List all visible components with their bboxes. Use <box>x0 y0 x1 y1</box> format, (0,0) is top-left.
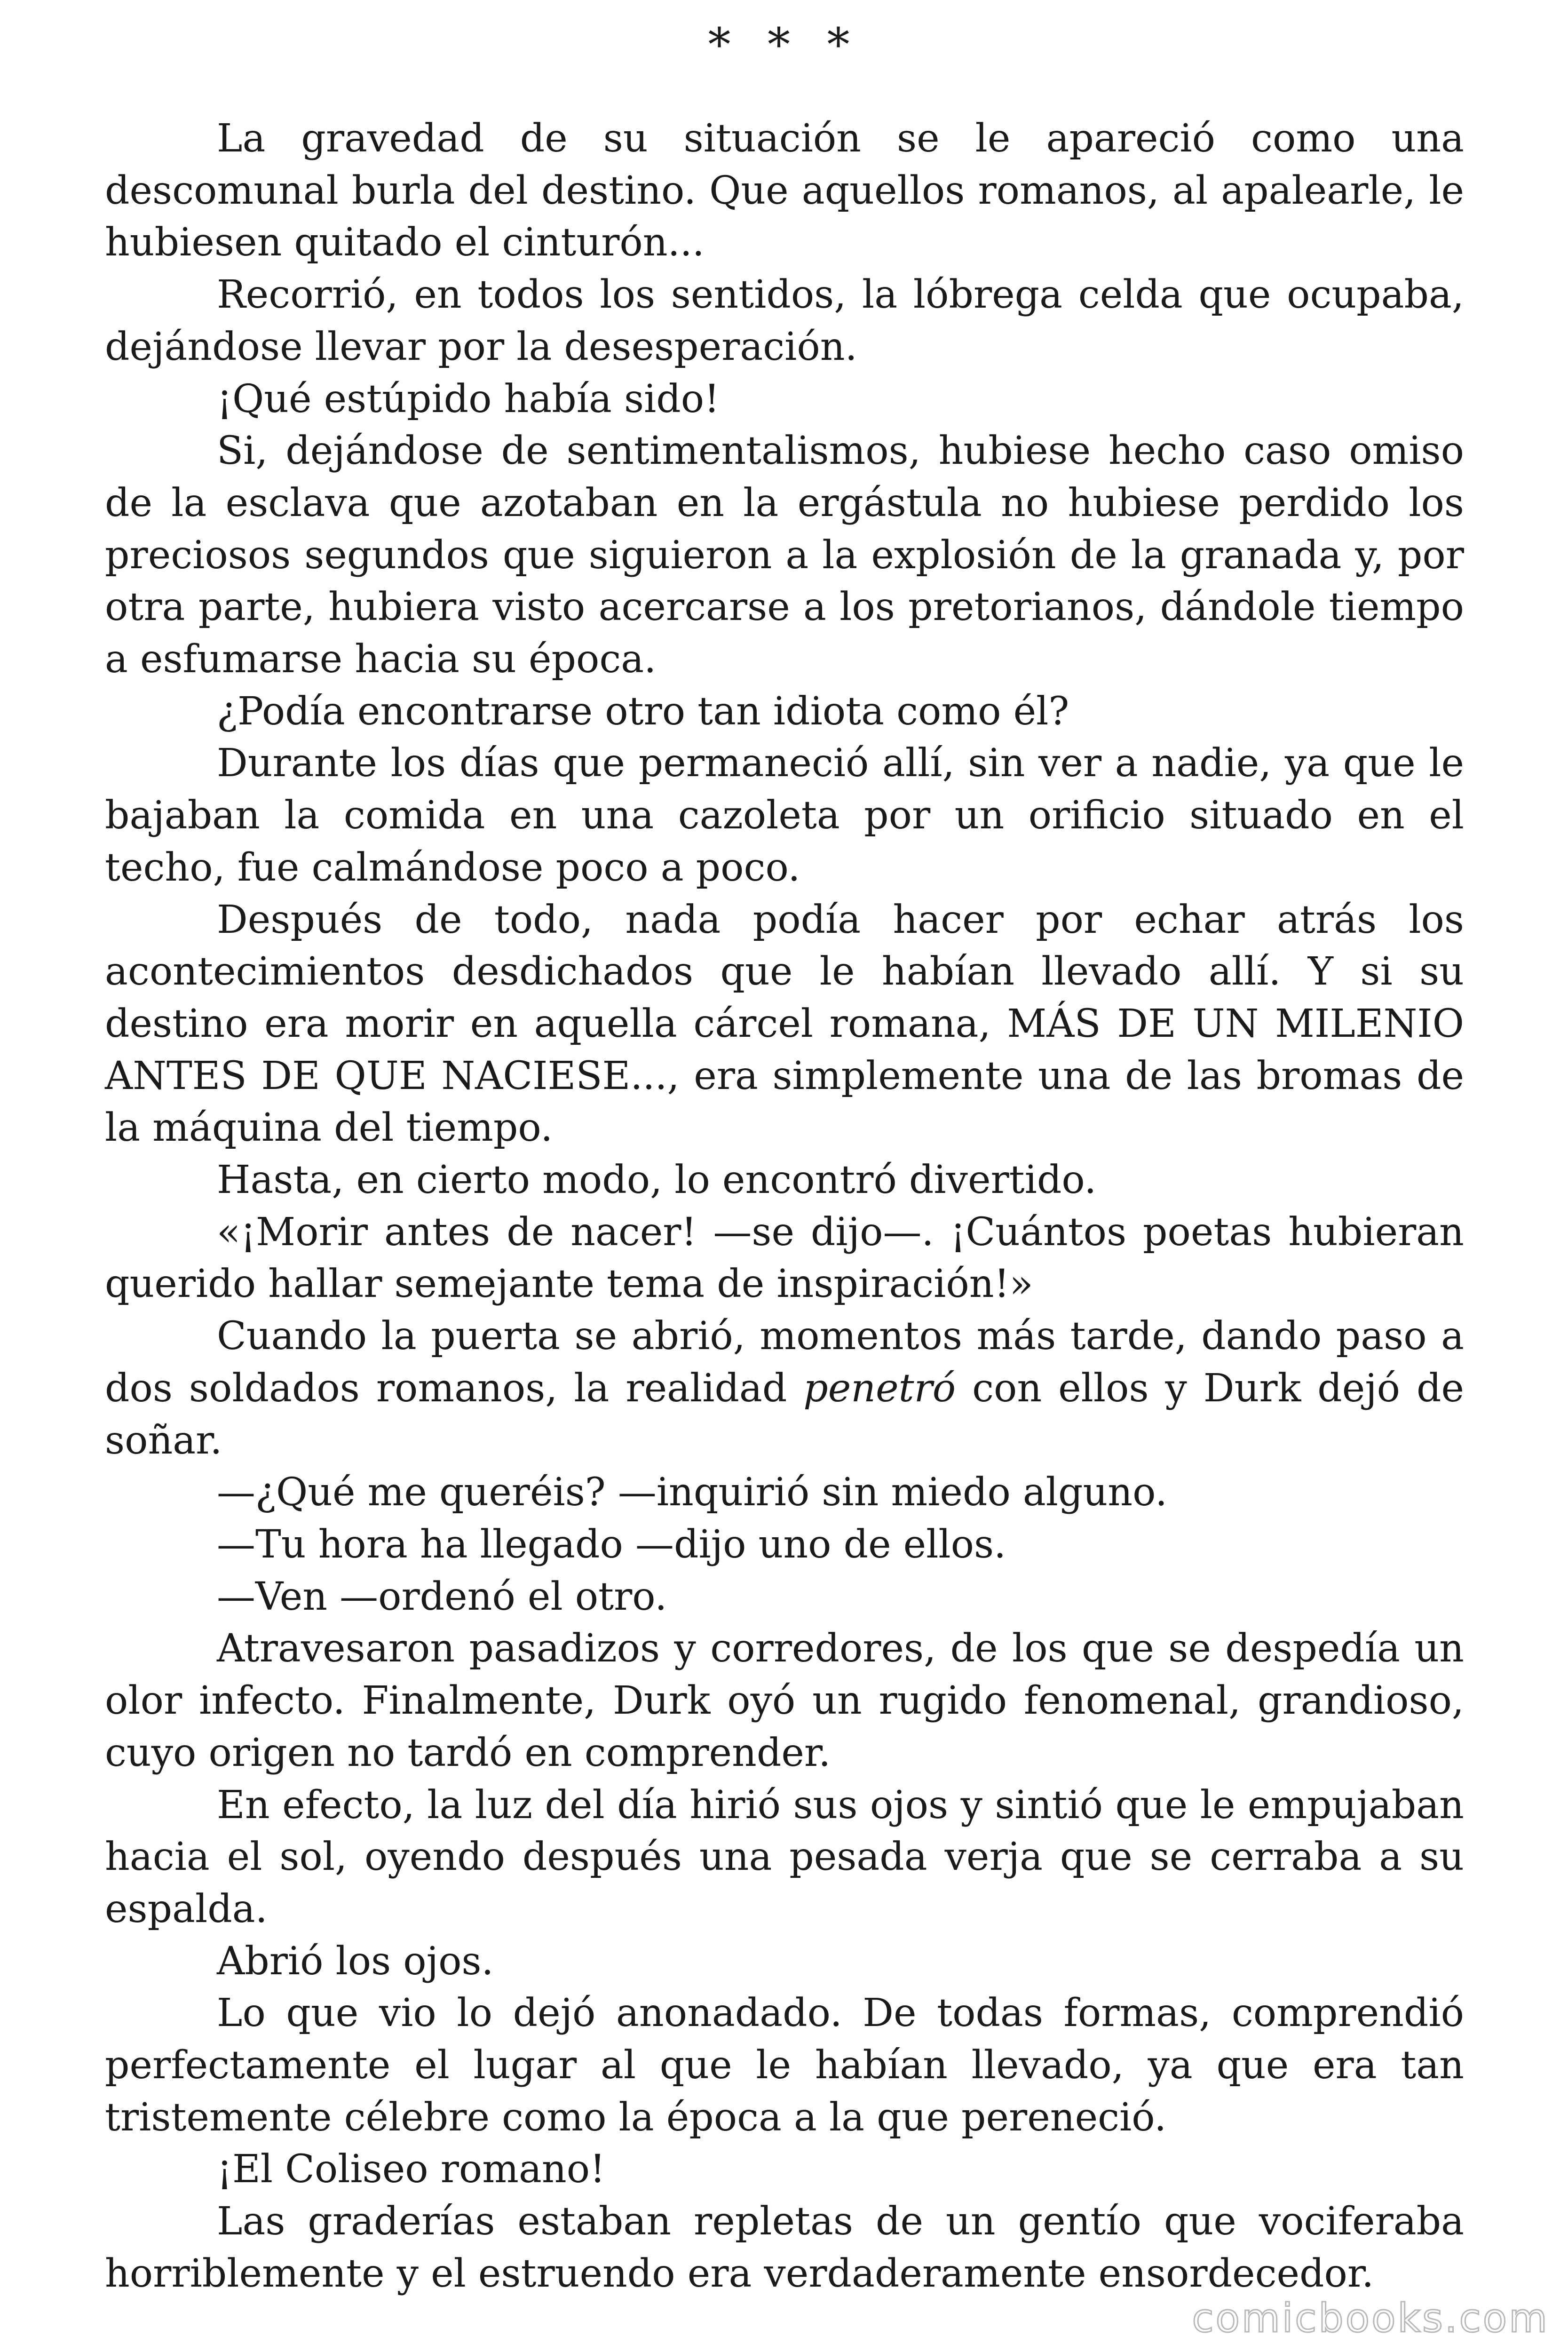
paragraph: ¿Podía encontrarse otro tan idiota como él? <box>217 689 1069 734</box>
paragraph: «¡Morir antes de nacer! —se dijo—. ¡Cuántos poetas hubieran querido hallar semejante tema de inspiración!» <box>105 1209 1464 1307</box>
paragraph: Después de todo, nada podía hacer por echar atrás los acontecimientos desdichados que le habían llevado allí. Y si su destino era morir en aquella cárcel romana, MÁS DE UN MILENIO ANTES DE QUE NACIESE..., era simplemente una de las bromas de la máquina del tiempo. <box>105 897 1464 1151</box>
book-page <box>105 0 1464 2352</box>
dialogue-line: —¿Qué me queréis? —inquirió sin miedo alguno. <box>217 1470 1168 1515</box>
paragraph: Recorrió, en todos los sentidos, la lóbrega celda que ocupaba, dejándose llevar por la desesperación. <box>105 272 1464 369</box>
paragraph: Lo que vio lo dejó anonadado. De todas formas, comprendió perfectamente el lugar al que le habían llevado, ya que era tan tristemente célebre como la época a la que pereneció. <box>105 1991 1464 2140</box>
paragraph: Hasta, en cierto modo, lo encontró divertido. <box>217 1158 1097 1203</box>
paragraph: Atravesaron pasadizos y corredores, de los que se despedía un olor infecto. Finalmente, Durk oyó un rugido fenomenal, grandioso, cuyo origen no tardó en comprender. <box>105 1626 1464 1775</box>
dialogue-line: —Tu hora ha llegado —dijo uno de ellos. <box>217 1522 1006 1567</box>
paragraph <box>105 1311 1464 1467</box>
paragraph: En efecto, la luz del día hirió sus ojos y sintió que le empujaban hacia el sol, oyendo después una pesada verja que se cerraba a su espalda. <box>105 1782 1464 1931</box>
section-separator: * * * <box>708 18 861 71</box>
paragraph: Si, dejándose de sentimentalismos, hubiese hecho caso omiso de la esclava que azotaban en la ergástula no hubiese perdido los preciosos segundos que siguieron a la explosión de la granada y, por otra parte, hubiera visto acercarse a los pretorianos, dándole tiempo a esfumarse hacia su época. <box>105 429 1464 682</box>
paragraph-text: Cuando la puerta se abrió, momentos más tarde, dando paso a dos soldados romanos, la realidad <box>105 1314 1464 1411</box>
paragraph: Durante los días que permaneció allí, sin ver a nadie, ya que le bajaban la comida en una cazoleta por un orificio situado en el techo, fue calmándose poco a poco. <box>105 741 1464 890</box>
paragraph-text: con ellos y Durk dejó de soñar. <box>105 1366 1464 1463</box>
body-text <box>105 113 1464 2300</box>
watermark: comicbooks.com <box>1192 2295 1549 2341</box>
paragraph: Abrió los ojos. <box>217 1939 494 1984</box>
paragraph: ¡El Coliseo romano! <box>217 2147 606 2192</box>
paragraph: ¡Qué estúpido había sido! <box>217 376 720 421</box>
dialogue-line: —Ven —ordenó el otro. <box>217 1574 667 1619</box>
italic-word: penetró <box>803 1366 956 1411</box>
paragraph: Las graderías estaban repletas de un gentío que vociferaba horriblemente y el estruendo era verdaderamente ensordecedor. <box>105 2199 1464 2296</box>
paragraph: La gravedad de su situación se le apareció como una descomunal burla del destino. Que aquellos romanos, al apalearle, le hubiesen quitado el cinturón... <box>105 116 1464 265</box>
